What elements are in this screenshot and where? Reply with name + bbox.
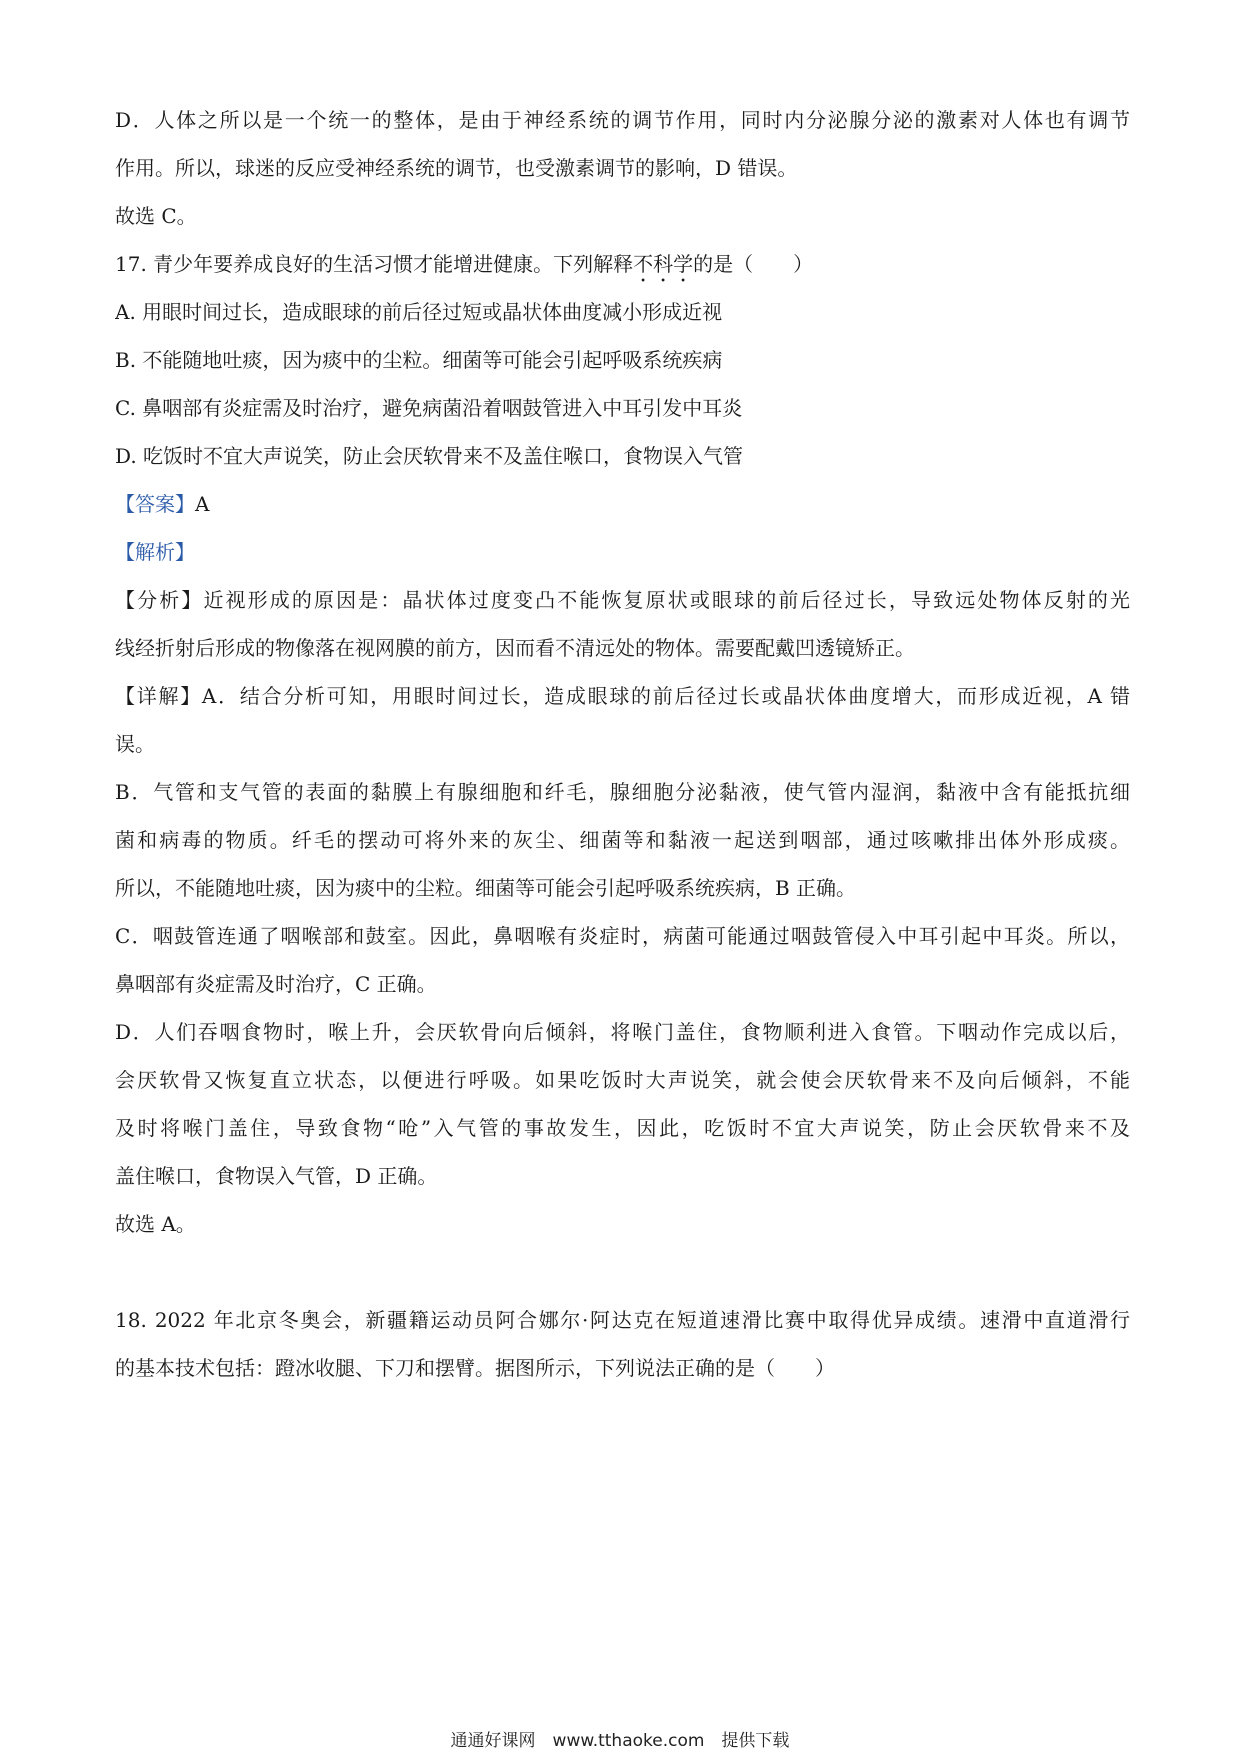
question-17-emphasis: 不科学 bbox=[633, 252, 694, 276]
prev-conclusion: 故选 C。 bbox=[115, 204, 197, 228]
xiangjie-a-line-2: 误。 bbox=[115, 732, 155, 756]
analysis-tag: 【解析】 bbox=[115, 540, 195, 564]
explain-d-line-3: 及时将喉门盖住，导致食物“呛”入气管的事故发生，因此，吃饭时不宜大声说笑，防止会厌软骨来不及 bbox=[115, 1116, 1130, 1140]
explain-d-line-2: 会厌软骨又恢复直立状态，以便进行呼吸。如果吃饭时大声说笑，就会使会厌软骨来不及向后倾斜，不能 bbox=[115, 1068, 1130, 1092]
answer-value: A bbox=[195, 492, 210, 516]
question-18-stem-line-2: 的基本技术包括：蹬冰收腿、下刀和摆臂。据图所示，下列说法正确的是（ ） bbox=[115, 1356, 835, 1380]
question-17-option-d: D. 吃饭时不宜大声说笑，防止会厌软骨来不及盖住喉口，食物误入气管 bbox=[115, 444, 744, 468]
explain-d-line-4: 盖住喉口，食物误入气管，D 正确。 bbox=[115, 1164, 438, 1188]
question-17-stem bbox=[115, 240, 1130, 288]
question-17-conclusion: 故选 A。 bbox=[115, 1212, 196, 1236]
footer-source: 通通好课网 www.tthaoke.com 提供下载 bbox=[450, 1731, 790, 1751]
explain-b-line-3: 所以，不能随地吐痰，因为痰中的尘粒。细菌等可能会引起呼吸系统疾病，B 正确。 bbox=[115, 876, 857, 900]
explain-b-line-2: 菌和病毒的物质。纤毛的摆动可将外来的灰尘、细菌等和黏液一起送到咽部，通过咳嗽排出体外形成痰。 bbox=[115, 828, 1130, 852]
document-body bbox=[115, 96, 1130, 1392]
fenxi-line-2: 线经折射后形成的物像落在视网膜的前方，因而看不清远处的物体。需要配戴凹透镜矫正。 bbox=[115, 636, 915, 660]
explain-d-line-1: D．人们吞咽食物时，喉上升，会厌软骨向后倾斜，将喉门盖住，食物顺利进入食管。下咽动作完成以后， bbox=[115, 1020, 1130, 1044]
question-17-answer bbox=[115, 480, 1130, 528]
xiangjie-a-line-1: 【详解】A．结合分析可知，用眼时间过长，造成眼球的前后径过长或晶状体曲度增大，而形成近视，A 错 bbox=[115, 684, 1130, 708]
question-17-option-b: B. 不能随地吐痰，因为痰中的尘粒。细菌等可能会引起呼吸系统疾病 bbox=[115, 348, 723, 372]
prev-option-d-line-2: 作用。所以，球迷的反应受神经系统的调节，也受激素调节的影响，D 错误。 bbox=[115, 156, 798, 180]
explain-c-line-1: C．咽鼓管连通了咽喉部和鼓室。因此，鼻咽喉有炎症时，病菌可能通过咽鼓管侵入中耳引起中耳炎。所以， bbox=[115, 924, 1130, 948]
answer-tag: 【答案】 bbox=[115, 492, 195, 516]
explain-b-line-1: B．气管和支气管的表面的黏膜上有腺细胞和纤毛，腺细胞分泌黏液，使气管内湿润，黏液中含有能抵抗细 bbox=[115, 780, 1130, 804]
prev-option-d-line-1: D．人体之所以是一个统一的整体，是由于神经系统的调节作用，同时内分泌腺分泌的激素对人体也有调节 bbox=[115, 108, 1130, 132]
question-18-stem-line-1: 18. 2022 年北京冬奥会，新疆籍运动员阿合娜尔·阿达克在短道速滑比赛中取得优异成绩。速滑中直道滑行 bbox=[115, 1308, 1130, 1332]
question-17-stem-pre: 17. 青少年要养成良好的生活习惯才能增进健康。下列解释 bbox=[115, 252, 634, 276]
explain-c-line-2: 鼻咽部有炎症需及时治疗，C 正确。 bbox=[115, 972, 437, 996]
question-17-stem-post: 的是（ ） bbox=[693, 252, 814, 276]
question-17-option-c: C. 鼻咽部有炎症需及时治疗，避免病菌沿着咽鼓管进入中耳引发中耳炎 bbox=[115, 396, 743, 420]
fenxi-line-1: 【分析】近视形成的原因是：晶状体过度变凸不能恢复原状或眼球的前后径过长，导致远处物体反射的光 bbox=[115, 588, 1130, 612]
section-gap bbox=[115, 1248, 1130, 1296]
question-17-option-a: A. 用眼时间过长，造成眼球的前后径过短或晶状体曲度减小形成近视 bbox=[115, 300, 723, 324]
